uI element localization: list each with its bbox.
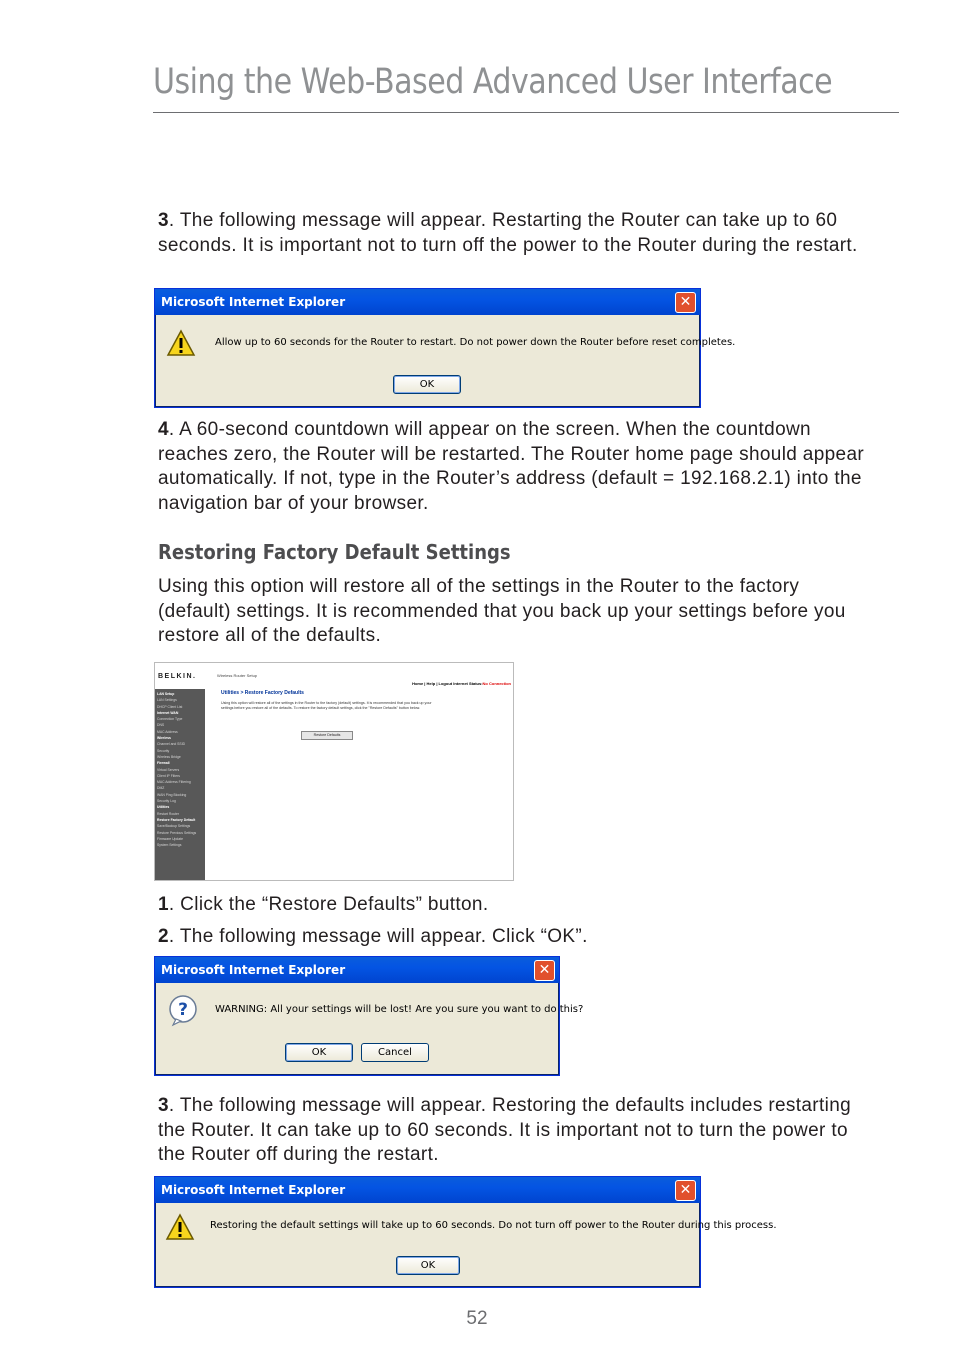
page-number: 52 [466,1308,488,1329]
ok-button[interactable]: OK [396,1256,460,1275]
router-sidebar-item[interactable]: DHCP Client List [157,704,183,709]
router-description: Using this option will restore all of the settings in the Router to the factory (default) settings. It is recommended that you back up your settings before you restore all of the defaults. To restore the factory default settings, click the "Restore Defaults" button below. [221,701,432,710]
restore-confirm-dialog [154,956,584,1076]
dialog-titlebar [155,1177,700,1203]
router-sidebar-item[interactable]: WAN Ping Blocking [157,792,187,797]
step-text: . The following message will appear. Click “OK”. [168,926,588,947]
router-restore-defaults-screenshot [154,662,514,881]
warning-icon [165,1213,195,1241]
step-3-restore-paragraph [158,1094,873,1168]
step-text: . A 60-second countdown will appear on the screen. When the countdown reaches zero, the Router will be restarted. The Router home page should appear automatically. If not, type in the Router’s address (default = 192.168.2.1) into the navigation bar of your browser. [158,419,865,514]
step-2-paragraph [158,925,873,950]
step-4-countdown-paragraph [158,418,873,516]
dialog-titlebar [155,289,700,315]
router-sidebar-item[interactable]: Restore Previous Settings [157,830,197,835]
router-sidebar-item[interactable]: Security [157,748,170,753]
cancel-button[interactable]: Cancel [361,1043,429,1062]
router-sidebar-item[interactable]: Connection Type [157,717,183,722]
dialog-title: Microsoft Internet Explorer [161,963,346,977]
router-sidebar-item[interactable]: Wireless [157,736,171,741]
page-title: Using the Web-Based Advanced User Interface [153,62,833,102]
title-divider [153,112,899,113]
close-icon[interactable]: ✕ [534,960,555,981]
dialog-title: Microsoft Internet Explorer [161,295,346,309]
router-sidebar-item[interactable]: Channel and SSID [157,742,186,747]
section-heading: Restoring Factory Default Settings [158,540,511,564]
restoring-alert-dialog [154,1176,777,1288]
router-sidebar-item[interactable]: LAN Settings [157,698,177,703]
close-icon[interactable]: ✕ [675,292,696,313]
dialog-title: Microsoft Internet Explorer [161,1183,346,1197]
router-breadcrumb: Utilities > Restore Factory Defaults [221,690,304,696]
router-sidebar-item[interactable]: Wireless Bridge [157,754,181,759]
step-text: . Click the “Restore Defaults” button. [168,894,489,915]
dialog-message: Restoring the default settings will take up to 60 seconds. Do not turn off power to the Router during this process. [210,1220,777,1231]
dialog-message: Allow up to 60 seconds for the Router to restart. Do not power down the Router before reset completes. [215,337,736,348]
restart-alert-dialog [154,288,736,408]
router-sidebar-item[interactable]: Firewall [157,761,170,766]
router-sidebar-item[interactable]: Internet WAN [157,710,179,715]
router-sidebar-item[interactable]: MAC Address Filtering [157,780,191,785]
dialog-titlebar [155,957,559,983]
router-sidebar-item[interactable]: Restart Router [157,811,180,816]
top-navigation[interactable] [412,681,511,686]
router-sidebar-item[interactable]: MAC Address [157,729,178,734]
router-sidebar [155,689,205,880]
router-sidebar-item[interactable]: Security Log [157,799,176,804]
step-number: 3 [158,210,169,231]
router-header [155,663,513,689]
close-icon[interactable]: ✕ [675,1180,696,1201]
belkin-logo: BELKIN. [158,673,197,680]
step-text: . The following message will appear. Restarting the Router can take up to 60 seconds. It is important not to turn off the power to the Router during the restart. [158,210,858,256]
question-icon [167,994,199,1026]
step-number: 3 [158,1095,169,1116]
router-sidebar-item[interactable]: Client IP Filters [157,773,180,778]
router-sidebar-item[interactable]: Save/Backup Settings [157,824,191,829]
router-sidebar-item[interactable]: Utilities [157,805,170,810]
router-sidebar-item[interactable]: Firmware Update [157,836,184,841]
router-sidebar-item[interactable]: LAN Setup [157,692,175,696]
step-number: 4 [158,419,169,440]
dialog-message: WARNING: All your settings will be lost! Are you sure you want to do this? [215,1004,584,1015]
setup-title: Wireless Router Setup [217,673,258,678]
router-sidebar-item[interactable]: Virtual Servers [157,767,180,772]
router-sidebar-item[interactable]: Restore Factory Default [157,817,196,822]
restore-defaults-button[interactable]: Restore Defaults [301,731,353,740]
router-sidebar-item[interactable]: DMZ [157,786,165,791]
warning-icon [166,329,196,357]
top-nav-links[interactable]: Home | Help | Logout Internet Status: [412,681,483,686]
router-sidebar-item[interactable]: System Settings [157,843,182,848]
step-1-paragraph [158,893,873,918]
step-number: 1 [158,894,169,915]
ok-button[interactable]: OK [393,375,461,394]
router-sidebar-item[interactable]: DNS [157,723,165,728]
section-intro-paragraph: Using this option will restore all of the settings in the Router to the factory (default) settings. It is recommended that you back up your settings before you restore all of the defaults. [158,576,846,646]
ok-button[interactable]: OK [285,1043,353,1062]
step-number: 2 [158,926,169,947]
step-3-restart-paragraph [158,209,873,258]
svg-text:?: ? [178,1000,188,1020]
internet-status: No Connection [482,681,511,686]
step-text: . The following message will appear. Restoring the defaults includes restarting the Router. It can take up to 60 seconds. It is important not to turn the power to the Router off during the restart. [158,1095,852,1165]
